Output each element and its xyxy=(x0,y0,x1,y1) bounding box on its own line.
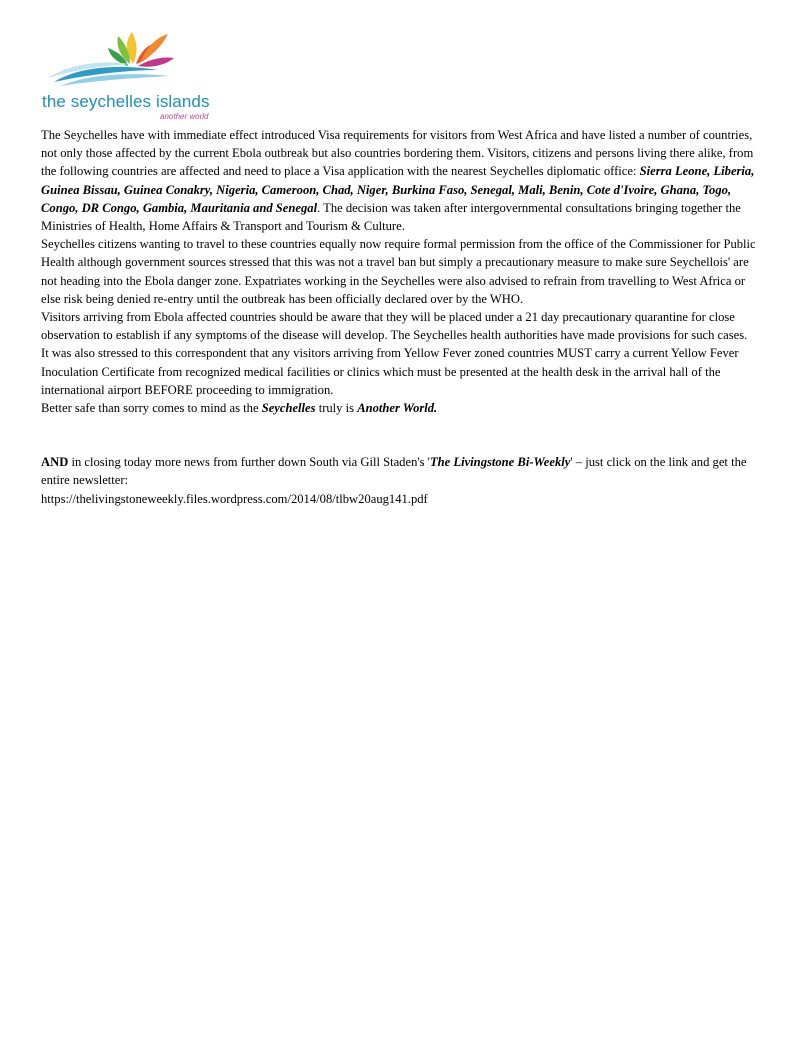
paragraph-quarantine: Visitors arriving from Ebola affected countries should be aware that they will be placed under a 21 day precautionary quarantine for close observation to establish if any symptoms of the disease will develop. The Seychelles health authorities have made provisions for such cases. xyxy=(41,310,748,343)
another-world-emphasis: Another World. xyxy=(357,401,438,416)
paragraph-spacer xyxy=(41,417,759,453)
visa-intro-text: The Seychelles have with immediate effect introduced Visa requirements for visitors from West Africa and have listed a number of countries, not only those affected by the current Ebola outbreak but also countries bordering them. Visitors, citizens and persons living there alike, from the following countries are affected and need to place a Visa application with the nearest Seychelles diplomatic office: xyxy=(41,128,754,179)
newsletter-title: The Livingstone Bi-Weekly xyxy=(429,455,571,470)
newsletter-link[interactable]: https://thelivingstoneweekly.files.wordpress.com/2014/08/tlbw20aug141.pdf xyxy=(41,491,428,506)
closing-text-a: Better safe than sorry comes to mind as the xyxy=(41,401,262,416)
article-body xyxy=(41,126,759,508)
paragraph-newsletter xyxy=(41,453,759,489)
closing-text-b: truly is xyxy=(315,401,358,416)
newsletter-link-line xyxy=(41,490,759,508)
paragraph-yellow-fever: It was also stressed to this correspondent that any visitors arriving from Yellow Fever zoned countries MUST carry a current Yellow Fever Inoculation Certificate from recognized medical facilities or clinics which must be presented at the health desk in the arrival hall of the international airport BEFORE proceeding to immigration. xyxy=(41,346,739,397)
paragraph-closing-remark xyxy=(41,399,759,417)
newsletter-text-b: ' – just click on the link and get the entire newsletter: xyxy=(41,455,747,488)
seychelles-logo-icon xyxy=(40,26,230,96)
affected-countries-list: Sierra Leone, Liberia, Guinea Bissau, Guinea Conakry, Nigeria, Cameroon, Chad, Niger, Burkina Faso, Senegal, Mali, Benin, Cote d'Ivoire, Ghana, Togo, Congo, DR Congo, Gambia, Mauritania and Senegal xyxy=(41,164,755,215)
seychelles-logo xyxy=(40,26,230,126)
decision-text: . The decision was taken after intergovernmental consultations bringing together the Ministries of Health, Home Affairs & Transport and Tourism & Culture. xyxy=(41,200,741,234)
paragraph-citizens-travel: Seychelles citizens wanting to travel to these countries equally now require formal permission from the office of the Commissioner for Public Health although government sources stressed that this was not a travel ban but simply a precautionary measure to make sure Seychellois' are not heading into the Ebola danger zone. Expatriates working in the Seychelles were also advised to refrain from travelling to West Africa or else risk being denied re-entry until the outbreak has been officially declared over by the WHO. xyxy=(41,237,756,306)
seychelles-emphasis: Seychelles xyxy=(261,401,316,416)
logo-name: the seychelles islands xyxy=(42,92,210,111)
and-emphasis: AND xyxy=(41,455,69,470)
newsletter-text-a: in closing today more news from further down South via Gill Staden's ' xyxy=(68,455,430,470)
logo-tagline: another world xyxy=(160,112,209,121)
paragraph-visa-requirements xyxy=(41,126,759,235)
